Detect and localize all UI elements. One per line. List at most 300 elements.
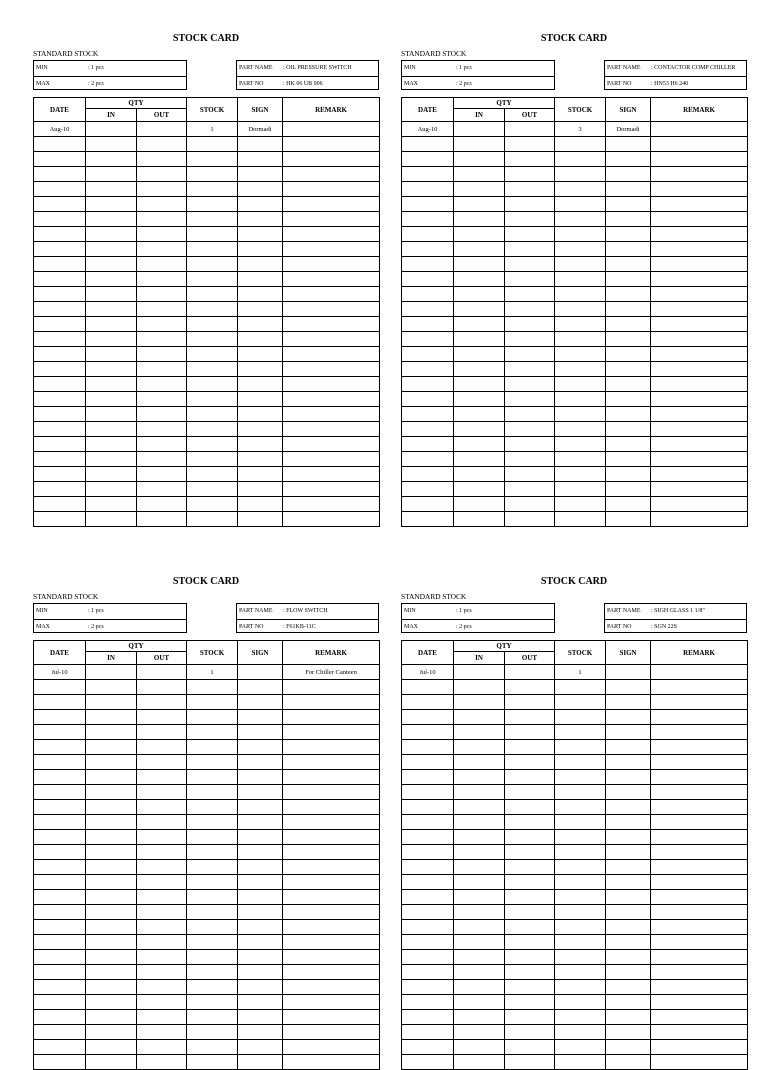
cell-in	[454, 212, 505, 227]
cell-remark	[651, 920, 748, 935]
cell-sign	[606, 740, 651, 755]
table-row	[402, 437, 748, 452]
cell-sign	[238, 695, 283, 710]
cell-date	[402, 920, 454, 935]
cell-date	[34, 860, 86, 875]
cell-stock	[555, 815, 606, 830]
qty-header: QTY	[454, 98, 555, 109]
cell-in	[86, 272, 137, 287]
cell-stock	[555, 377, 606, 392]
min-value: : 1 pcs	[456, 608, 472, 614]
cell-out	[137, 800, 187, 815]
cell-remark	[651, 197, 748, 212]
cell-sign	[238, 272, 283, 287]
cell-remark	[651, 965, 748, 980]
cell-sign	[606, 710, 651, 725]
cell-remark	[651, 182, 748, 197]
cell-remark	[283, 272, 380, 287]
cell-stock	[555, 482, 606, 497]
table-row	[34, 710, 380, 725]
cell-date	[402, 830, 454, 845]
cell-date	[402, 152, 454, 167]
cell-remark	[651, 467, 748, 482]
cell-out	[505, 347, 555, 362]
cell-out	[137, 482, 187, 497]
cell-out	[137, 770, 187, 785]
cell-remark	[651, 212, 748, 227]
cell-sign	[606, 467, 651, 482]
cell-sign	[606, 197, 651, 212]
cell-in	[454, 227, 505, 242]
cell-stock	[187, 152, 238, 167]
cell-out	[505, 452, 555, 467]
cell-sign	[238, 890, 283, 905]
cell-stock	[187, 287, 238, 302]
cell-stock	[555, 467, 606, 482]
cell-sign	[238, 770, 283, 785]
cell-sign	[606, 407, 651, 422]
table-row	[34, 995, 380, 1010]
stock-log-table	[401, 97, 748, 527]
cell-stock	[555, 407, 606, 422]
max-label: MAX	[404, 624, 419, 630]
cell-remark	[651, 785, 748, 800]
cell-out	[505, 875, 555, 890]
cell-out	[137, 890, 187, 905]
cell-sign	[606, 512, 651, 527]
cell-stock	[187, 302, 238, 317]
cell-out	[505, 362, 555, 377]
cell-out	[505, 137, 555, 152]
cell-remark	[283, 1025, 380, 1040]
cell-stock	[555, 1055, 606, 1070]
part-no-row	[605, 619, 746, 635]
cell-date	[34, 152, 86, 167]
part-no-row	[237, 619, 378, 635]
cell-out	[505, 152, 555, 167]
table-row	[34, 890, 380, 905]
table-row	[402, 800, 748, 815]
cell-date	[402, 695, 454, 710]
cell-remark	[651, 152, 748, 167]
cell-in	[86, 152, 137, 167]
table-row	[34, 875, 380, 890]
cell-out	[137, 392, 187, 407]
cell-date	[34, 422, 86, 437]
cell-stock	[187, 905, 238, 920]
cell-out	[137, 257, 187, 272]
cell-stock	[555, 137, 606, 152]
cell-stock	[555, 995, 606, 1010]
table-row	[402, 935, 748, 950]
table-row	[34, 680, 380, 695]
table-row	[34, 905, 380, 920]
card-title: STOCK CARD	[540, 576, 608, 587]
cell-sign	[606, 242, 651, 257]
cell-date	[34, 302, 86, 317]
cell-in	[454, 800, 505, 815]
cell-stock	[187, 227, 238, 242]
cell-remark	[283, 182, 380, 197]
cell-out	[137, 467, 187, 482]
cell-stock	[555, 287, 606, 302]
cell-stock	[187, 830, 238, 845]
cell-remark	[283, 770, 380, 785]
cell-remark	[283, 725, 380, 740]
stock-log-table	[33, 640, 380, 1070]
table-row	[34, 980, 380, 995]
cell-remark	[651, 407, 748, 422]
cell-date	[402, 137, 454, 152]
cell-sign	[606, 497, 651, 512]
cell-date	[34, 965, 86, 980]
stock-header: STOCK	[187, 98, 238, 122]
cell-out	[505, 497, 555, 512]
remark-header: REMARK	[283, 641, 380, 665]
cell-sign	[606, 845, 651, 860]
cell-remark	[651, 137, 748, 152]
cell-out	[505, 710, 555, 725]
table-row	[402, 167, 748, 182]
date-header: DATE	[34, 98, 86, 122]
cell-in	[86, 935, 137, 950]
cell-in	[454, 1040, 505, 1055]
cell-stock	[187, 785, 238, 800]
table-row	[34, 422, 380, 437]
table-row	[34, 920, 380, 935]
cell-date	[34, 497, 86, 512]
cell-remark	[651, 347, 748, 362]
table-row	[34, 482, 380, 497]
part-name-label: PART NAME	[239, 608, 273, 614]
table-row	[402, 482, 748, 497]
cell-stock	[555, 242, 606, 257]
cell-date	[34, 905, 86, 920]
cell-in	[454, 362, 505, 377]
cell-in	[86, 800, 137, 815]
cell-remark	[283, 377, 380, 392]
in-header: IN	[86, 109, 137, 122]
cell-date	[34, 452, 86, 467]
cell-remark	[283, 905, 380, 920]
cell-in	[454, 332, 505, 347]
cell-stock	[555, 152, 606, 167]
cell-in	[86, 920, 137, 935]
cell-out	[505, 680, 555, 695]
cell-date	[402, 1010, 454, 1025]
cell-remark	[283, 830, 380, 845]
cell-in	[86, 980, 137, 995]
cell-sign	[606, 377, 651, 392]
cell-remark	[283, 332, 380, 347]
cell-out	[137, 287, 187, 302]
cell-in	[86, 965, 137, 980]
cell-remark	[651, 740, 748, 755]
cell-date	[34, 785, 86, 800]
cell-out	[137, 980, 187, 995]
cell-stock	[187, 137, 238, 152]
cell-remark	[283, 422, 380, 437]
cell-stock	[555, 860, 606, 875]
table-row	[402, 197, 748, 212]
cell-in	[86, 905, 137, 920]
cell-out	[505, 950, 555, 965]
cell-remark	[651, 122, 748, 137]
cell-out	[505, 1025, 555, 1040]
min-max-box	[33, 603, 187, 633]
part-name-value: : FLOW SWITCH	[283, 608, 328, 614]
table-row	[34, 1055, 380, 1070]
cell-remark	[283, 785, 380, 800]
cell-remark	[651, 755, 748, 770]
in-header: IN	[454, 652, 505, 665]
table-row	[402, 875, 748, 890]
cell-remark	[283, 800, 380, 815]
cell-in	[454, 122, 505, 137]
cell-in	[454, 182, 505, 197]
cell-date	[34, 317, 86, 332]
table-row	[402, 227, 748, 242]
cell-stock	[555, 212, 606, 227]
cell-date	[402, 197, 454, 212]
cell-out	[505, 965, 555, 980]
min-label: MIN	[404, 608, 416, 614]
table-row	[34, 815, 380, 830]
cell-remark	[283, 890, 380, 905]
cell-out	[137, 845, 187, 860]
min-max-box	[33, 60, 187, 90]
cell-in	[454, 875, 505, 890]
cell-in	[86, 467, 137, 482]
qty-header: QTY	[86, 98, 187, 109]
cell-date	[34, 287, 86, 302]
table-row	[402, 665, 748, 680]
cell-in	[86, 317, 137, 332]
table-row	[34, 845, 380, 860]
max-label: MAX	[36, 81, 51, 87]
min-row	[34, 61, 186, 76]
cell-date	[402, 212, 454, 227]
cell-date	[402, 362, 454, 377]
cell-out	[505, 905, 555, 920]
cell-date	[402, 497, 454, 512]
cell-sign	[606, 665, 651, 680]
cell-date	[34, 1010, 86, 1025]
cell-sign	[238, 1010, 283, 1025]
cell-stock	[187, 920, 238, 935]
cell-stock	[555, 1010, 606, 1025]
table-row	[402, 272, 748, 287]
cell-sign	[606, 317, 651, 332]
cell-stock	[555, 770, 606, 785]
stock-log-table	[401, 640, 748, 1070]
cell-out	[505, 422, 555, 437]
sign-header: SIGN	[238, 98, 283, 122]
cell-stock	[555, 182, 606, 197]
cell-in	[454, 980, 505, 995]
cell-remark	[651, 710, 748, 725]
table-row	[402, 1055, 748, 1070]
cell-in	[454, 890, 505, 905]
cell-in	[454, 845, 505, 860]
cell-sign	[606, 227, 651, 242]
cell-in	[86, 407, 137, 422]
cell-date	[34, 167, 86, 182]
cell-date	[402, 1055, 454, 1070]
cell-remark	[283, 935, 380, 950]
cell-out	[137, 710, 187, 725]
cell-sign	[238, 800, 283, 815]
table-row	[402, 332, 748, 347]
cell-sign	[238, 437, 283, 452]
cell-out	[137, 272, 187, 287]
cell-sign	[606, 920, 651, 935]
cell-stock	[555, 890, 606, 905]
table-row	[34, 212, 380, 227]
cell-in	[86, 242, 137, 257]
cell-out	[505, 302, 555, 317]
table-row	[402, 242, 748, 257]
cell-in	[86, 227, 137, 242]
cell-stock	[187, 242, 238, 257]
cell-remark	[651, 890, 748, 905]
cell-remark	[283, 740, 380, 755]
cell-sign	[238, 362, 283, 377]
table-row	[34, 392, 380, 407]
table-row	[34, 770, 380, 785]
cell-out	[505, 437, 555, 452]
cell-remark	[283, 362, 380, 377]
cell-sign	[238, 227, 283, 242]
part-no-label: PART NO	[239, 624, 264, 630]
cell-out	[137, 377, 187, 392]
cell-sign	[238, 980, 283, 995]
cell-date: Aug-10	[402, 122, 454, 137]
cell-remark	[651, 860, 748, 875]
cell-remark	[283, 287, 380, 302]
cell-sign	[238, 317, 283, 332]
cell-sign	[238, 302, 283, 317]
cell-stock	[187, 1040, 238, 1055]
cell-date	[34, 257, 86, 272]
cell-date	[34, 845, 86, 860]
cell-stock	[555, 227, 606, 242]
min-label: MIN	[36, 65, 48, 71]
out-header: OUT	[137, 652, 187, 665]
cell-in	[454, 725, 505, 740]
cell-out	[505, 482, 555, 497]
table-row	[402, 347, 748, 362]
cell-out	[137, 1055, 187, 1070]
cell-in	[86, 482, 137, 497]
cell-out	[137, 785, 187, 800]
cell-in	[454, 422, 505, 437]
cell-date	[34, 935, 86, 950]
cell-sign	[606, 1010, 651, 1025]
part-no-value: : SGN 22S	[651, 624, 678, 630]
part-box	[236, 603, 379, 633]
part-name-value: : OIL PRESSURE SWITCH	[283, 65, 352, 71]
cell-remark	[283, 1010, 380, 1025]
cell-remark	[283, 755, 380, 770]
table-row	[402, 422, 748, 437]
cell-sign: Dormadi	[238, 122, 283, 137]
cell-out	[505, 695, 555, 710]
cell-sign	[606, 137, 651, 152]
cell-remark	[283, 407, 380, 422]
cell-in	[454, 467, 505, 482]
cell-out	[505, 1010, 555, 1025]
cell-stock	[187, 257, 238, 272]
table-row	[402, 152, 748, 167]
part-no-label: PART NO	[607, 81, 632, 87]
table-row	[402, 770, 748, 785]
part-box	[604, 60, 747, 90]
cell-stock	[555, 1040, 606, 1055]
stock-header: STOCK	[555, 98, 606, 122]
cell-stock	[555, 392, 606, 407]
cell-out	[137, 197, 187, 212]
cell-remark	[651, 272, 748, 287]
cell-sign	[606, 875, 651, 890]
cell-out	[505, 860, 555, 875]
part-box	[236, 60, 379, 90]
cell-in	[454, 407, 505, 422]
cell-date	[402, 392, 454, 407]
cell-in	[454, 830, 505, 845]
cell-sign	[606, 1055, 651, 1070]
table-row	[34, 302, 380, 317]
cell-out	[505, 995, 555, 1010]
cell-stock	[555, 1025, 606, 1040]
date-header: DATE	[402, 98, 454, 122]
cell-remark	[651, 725, 748, 740]
cell-date	[402, 167, 454, 182]
cell-sign	[238, 725, 283, 740]
table-row	[34, 197, 380, 212]
cell-remark	[283, 1055, 380, 1070]
cell-out	[137, 1040, 187, 1055]
cell-date	[402, 935, 454, 950]
cell-out	[505, 182, 555, 197]
cell-out	[505, 242, 555, 257]
cell-in	[86, 860, 137, 875]
cell-remark	[651, 422, 748, 437]
cell-sign	[238, 845, 283, 860]
table-row	[34, 242, 380, 257]
table-row	[34, 860, 380, 875]
max-value: : 2 pcs	[88, 81, 104, 87]
cell-stock	[187, 965, 238, 980]
cell-remark	[283, 302, 380, 317]
cell-in	[86, 815, 137, 830]
cell-sign	[238, 467, 283, 482]
cell-sign	[238, 920, 283, 935]
cell-in	[86, 680, 137, 695]
cell-out	[505, 665, 555, 680]
cell-remark	[283, 257, 380, 272]
cell-stock	[555, 725, 606, 740]
cell-in	[454, 965, 505, 980]
table-row	[402, 785, 748, 800]
cell-in	[454, 860, 505, 875]
cell-date	[402, 407, 454, 422]
cell-stock	[187, 197, 238, 212]
cell-date	[402, 332, 454, 347]
cell-date	[402, 317, 454, 332]
in-header: IN	[86, 652, 137, 665]
cell-sign	[606, 362, 651, 377]
